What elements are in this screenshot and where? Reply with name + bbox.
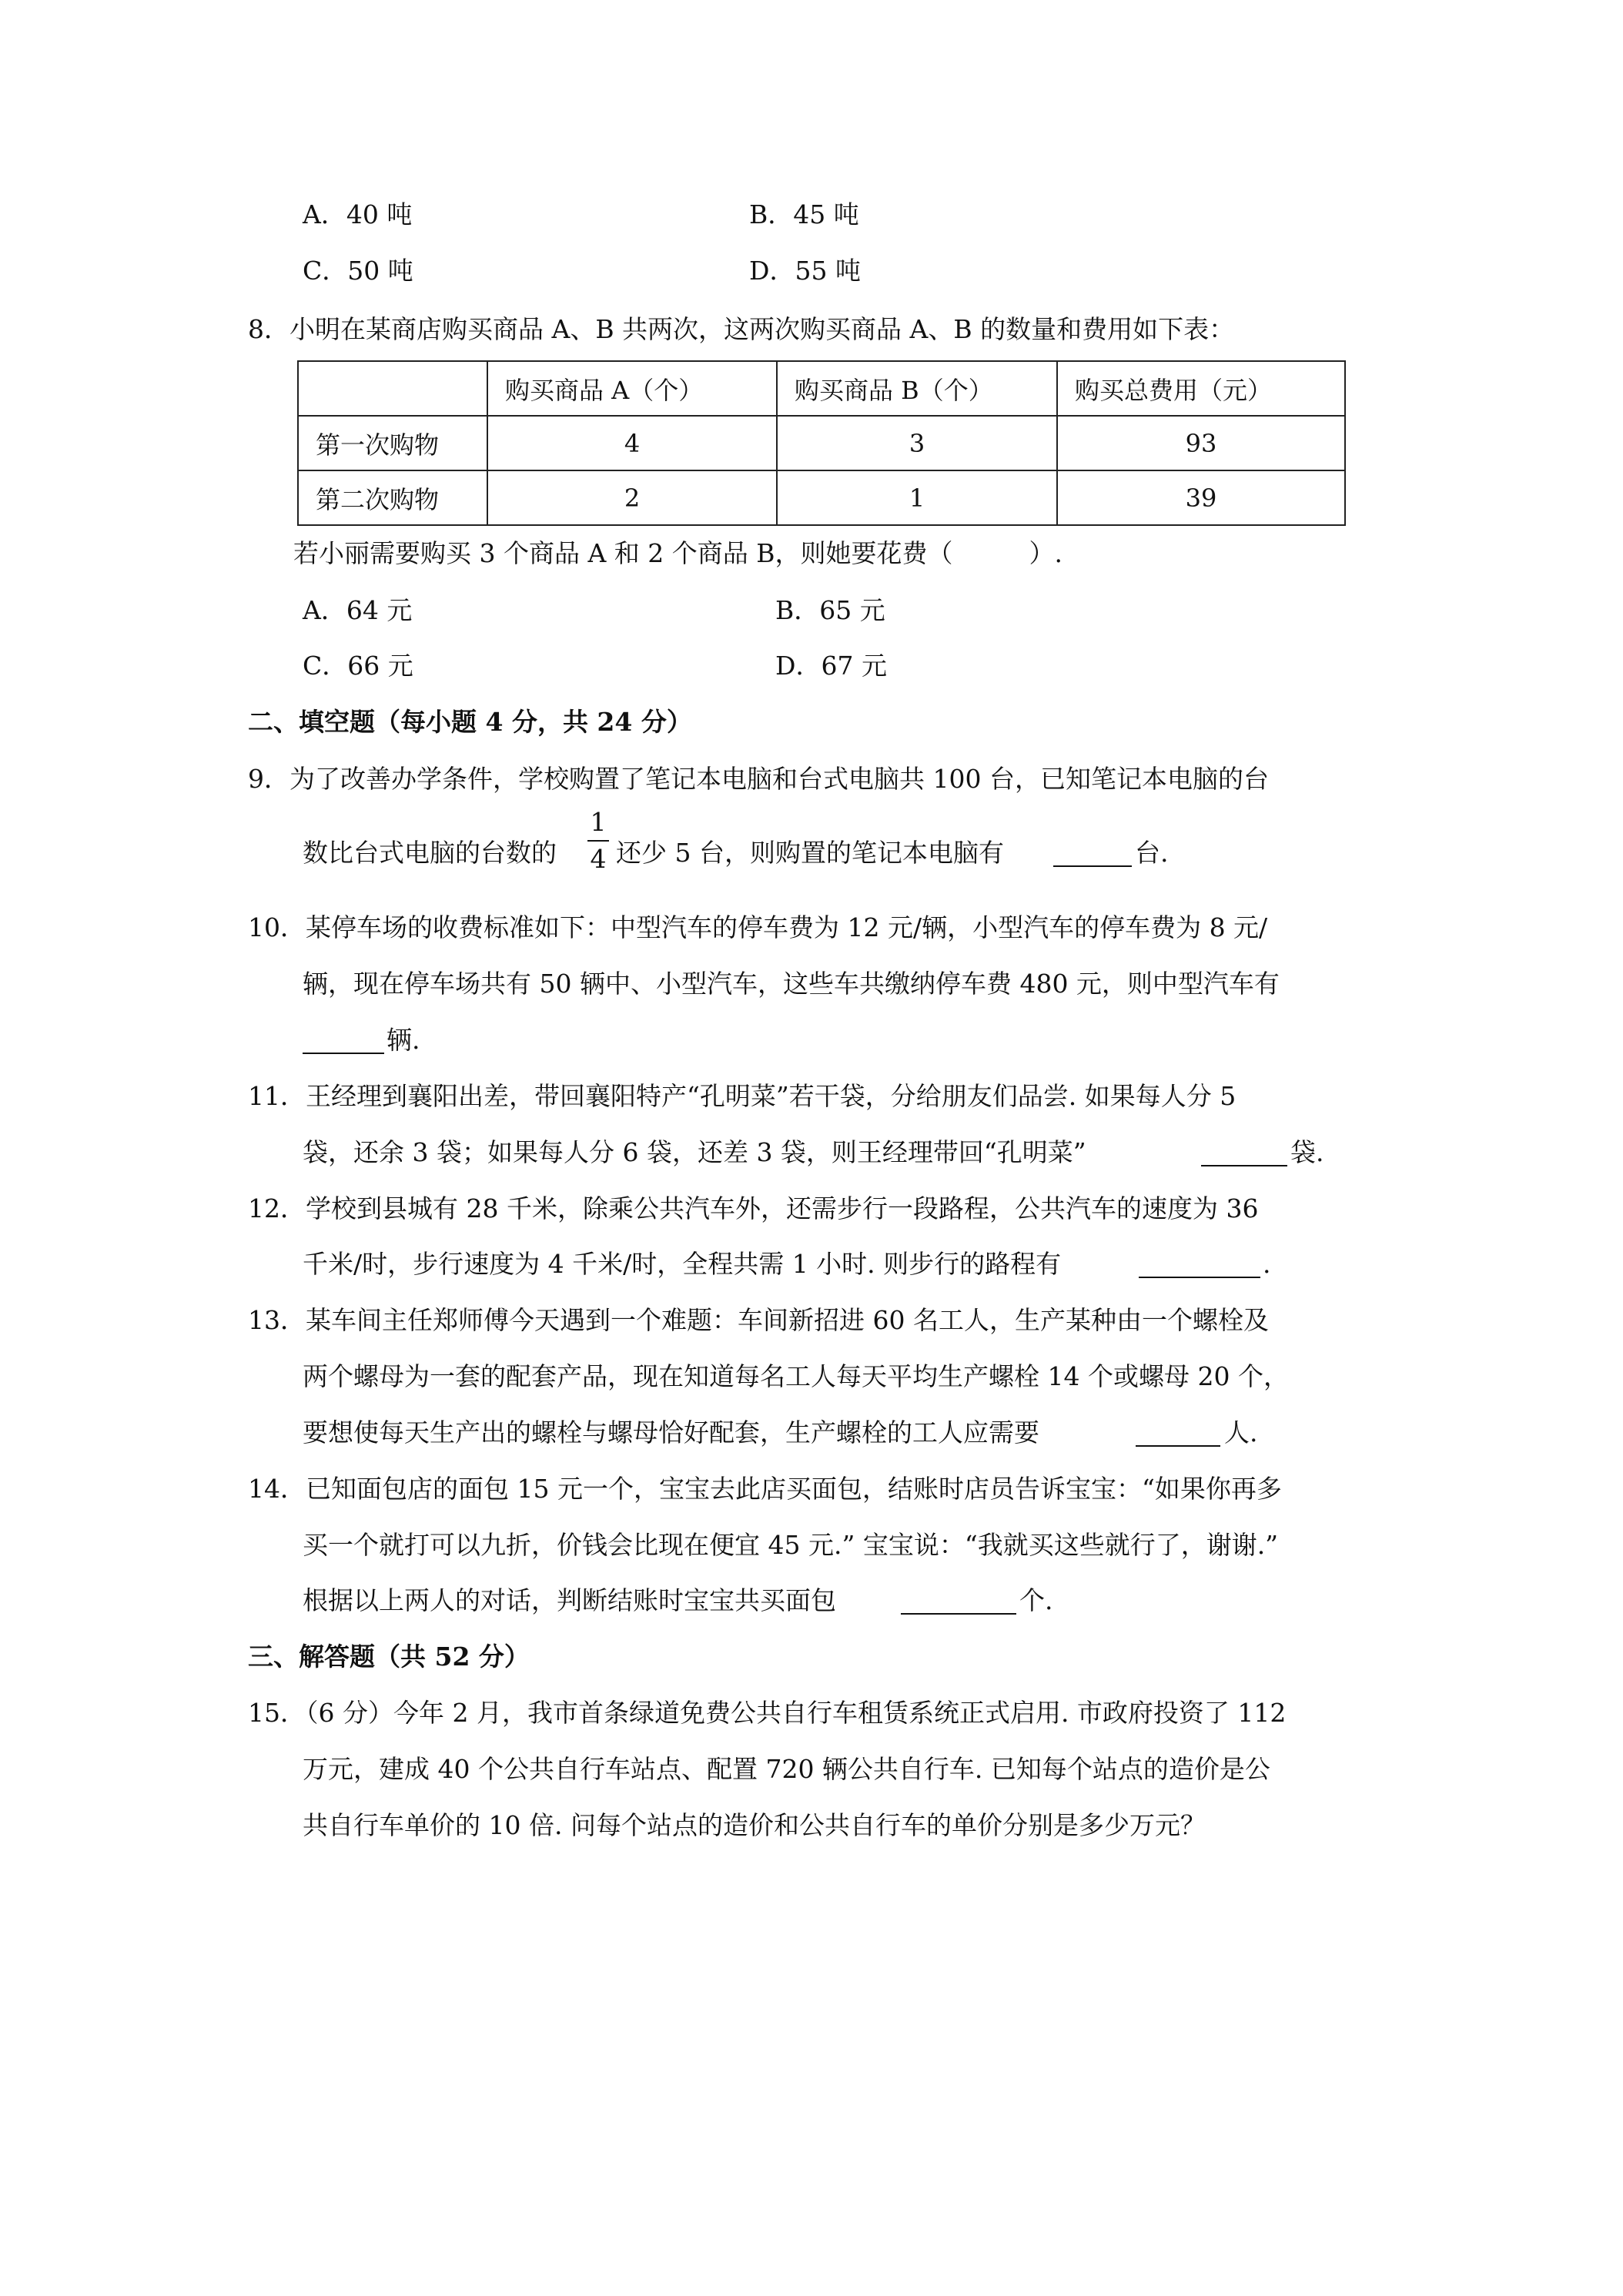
q13-line3-part2: 人. (1224, 1417, 1258, 1448)
table-header-row (298, 361, 1345, 416)
q15-line1: 15．（6 分）今年 2 月，我市首条绿道免费公共自行车租赁系统正式启用. 市政府投资了 112 (248, 1698, 1287, 1728)
q14-line2: 买一个就打可以九折，价钱会比现在便宜 45 元.” 宝宝说：“我就买这些就行了，谢谢.” (303, 1530, 1279, 1560)
q9-line2-part1: 数比台式电脑的台数的 (303, 838, 557, 868)
table-cell: 第一次购物 (298, 416, 487, 470)
answer-blank[interactable] (303, 1029, 384, 1054)
table-cell: 3 (777, 416, 1057, 470)
q7-option-b: B．45 吨 (749, 199, 859, 229)
q8-table (297, 360, 1346, 526)
q13-line3-part1: 要想使每天生产出的螺栓与螺母恰好配套，生产螺栓的工人应需要 (303, 1417, 1039, 1448)
fraction-bar (587, 840, 609, 842)
table-header-cell: 购买商品 B（个） (777, 361, 1057, 416)
table-cell: 1 (777, 470, 1057, 525)
q14-line3-part2: 个. (1019, 1585, 1053, 1615)
q7-option-a: A．40 吨 (303, 199, 413, 229)
q9-line2-part3: 台. (1135, 838, 1169, 868)
q12-line1: 12．学校到县城有 28 千米，除乘公共汽车外，还需步行一段路程，公共汽车的速度为 36 (248, 1193, 1259, 1223)
q13-line1: 13．某车间主任郑师傅今天遇到一个难题：车间新招进 60 名工人，生产某种由一个螺栓及 (248, 1305, 1269, 1335)
table-row (298, 470, 1345, 525)
q14-line1: 14．已知面包店的面包 15 元一个，宝宝去此店买面包，结账时店员告诉宝宝：“如果你再多 (248, 1474, 1282, 1504)
q10-line2: 辆，现在停车场共有 50 辆中、小型汽车，这些车共缴纳停车费 480 元，则中型汽车有 (303, 969, 1280, 999)
q11-line2-part2: 袋. (1290, 1137, 1324, 1167)
q8-option-a: A．64 元 (303, 595, 413, 625)
q15-line2: 万元，建成 40 个公共自行车站点、配置 720 辆公共自行车. 已知每个站点的造价是公 (303, 1754, 1270, 1784)
q12-line2-part2: . (1263, 1249, 1271, 1279)
q8-question: 若小丽需要购买 3 个商品 A 和 2 个商品 B，则她要花费（ ）. (293, 538, 1062, 568)
q7-option-d: D．55 吨 (749, 256, 861, 286)
q12-line2-part1: 千米/时，步行速度为 4 千米/时，全程共需 1 小时. 则步行的路程有 (303, 1249, 1062, 1279)
q14-line3-part1: 根据以上两人的对话，判断结账时宝宝共买面包 (303, 1585, 836, 1615)
q9-line1: 9．为了改善办学条件，学校购置了笔记本电脑和台式电脑共 100 台，已知笔记本电脑的台 (248, 764, 1269, 794)
table-row (298, 416, 1345, 470)
q8-option-b: B．65 元 (775, 595, 885, 625)
table-cell: 2 (487, 470, 777, 525)
q11-line1: 11．王经理到襄阳出差，带回襄阳特产“孔明菜”若干袋，分给朋友们品尝. 如果每人分 5 (248, 1081, 1236, 1111)
table-cell: 4 (487, 416, 777, 470)
table-header-cell: 购买总费用（元） (1057, 361, 1345, 416)
q13-line2: 两个螺母为一套的配套产品，现在知道每名工人每天平均生产螺栓 14 个或螺母 20 个， (303, 1361, 1289, 1391)
answer-blank[interactable] (901, 1590, 1016, 1615)
section-heading-solutions: 三、解答题（共 52 分） (248, 1642, 530, 1672)
q8-stem: 8．小明在某商店购买商品 A、B 共两次，这两次购买商品 A、B 的数量和费用如下表： (248, 314, 1235, 344)
q7-option-c: C．50 吨 (303, 256, 413, 286)
fraction-numerator: 1 (590, 807, 607, 837)
answer-blank[interactable] (1139, 1253, 1260, 1278)
q8-option-d: D．67 元 (775, 651, 887, 681)
table-header-cell (298, 361, 487, 416)
q11-line2-part1: 袋，还余 3 袋；如果每人分 6 袋，还差 3 袋，则王经理带回“孔明菜” (303, 1137, 1086, 1167)
answer-blank[interactable] (1201, 1142, 1287, 1166)
q15-line3: 共自行车单价的 10 倍. 问每个站点的造价和公共自行车的单价分别是多少万元？ (303, 1810, 1206, 1840)
table-cell: 39 (1057, 470, 1345, 525)
answer-blank[interactable] (1053, 842, 1132, 867)
q10-line1: 10．某停车场的收费标准如下：中型汽车的停车费为 12 元/辆，小型汽车的停车费为 8 元/ (248, 912, 1268, 942)
fraction-denominator: 4 (590, 844, 607, 874)
section-heading-fill-in: 二、填空题（每小题 4 分，共 24 分） (248, 707, 692, 737)
table-header-cell: 购买商品 A（个） (487, 361, 777, 416)
q8-option-c: C．66 元 (303, 651, 413, 681)
table-cell: 第二次购物 (298, 470, 487, 525)
table-cell: 93 (1057, 416, 1345, 470)
q9-line2-part2: 还少 5 台，则购置的笔记本电脑有 (616, 838, 1004, 868)
q10-line3: 辆. (387, 1025, 420, 1055)
answer-blank[interactable] (1136, 1422, 1220, 1447)
